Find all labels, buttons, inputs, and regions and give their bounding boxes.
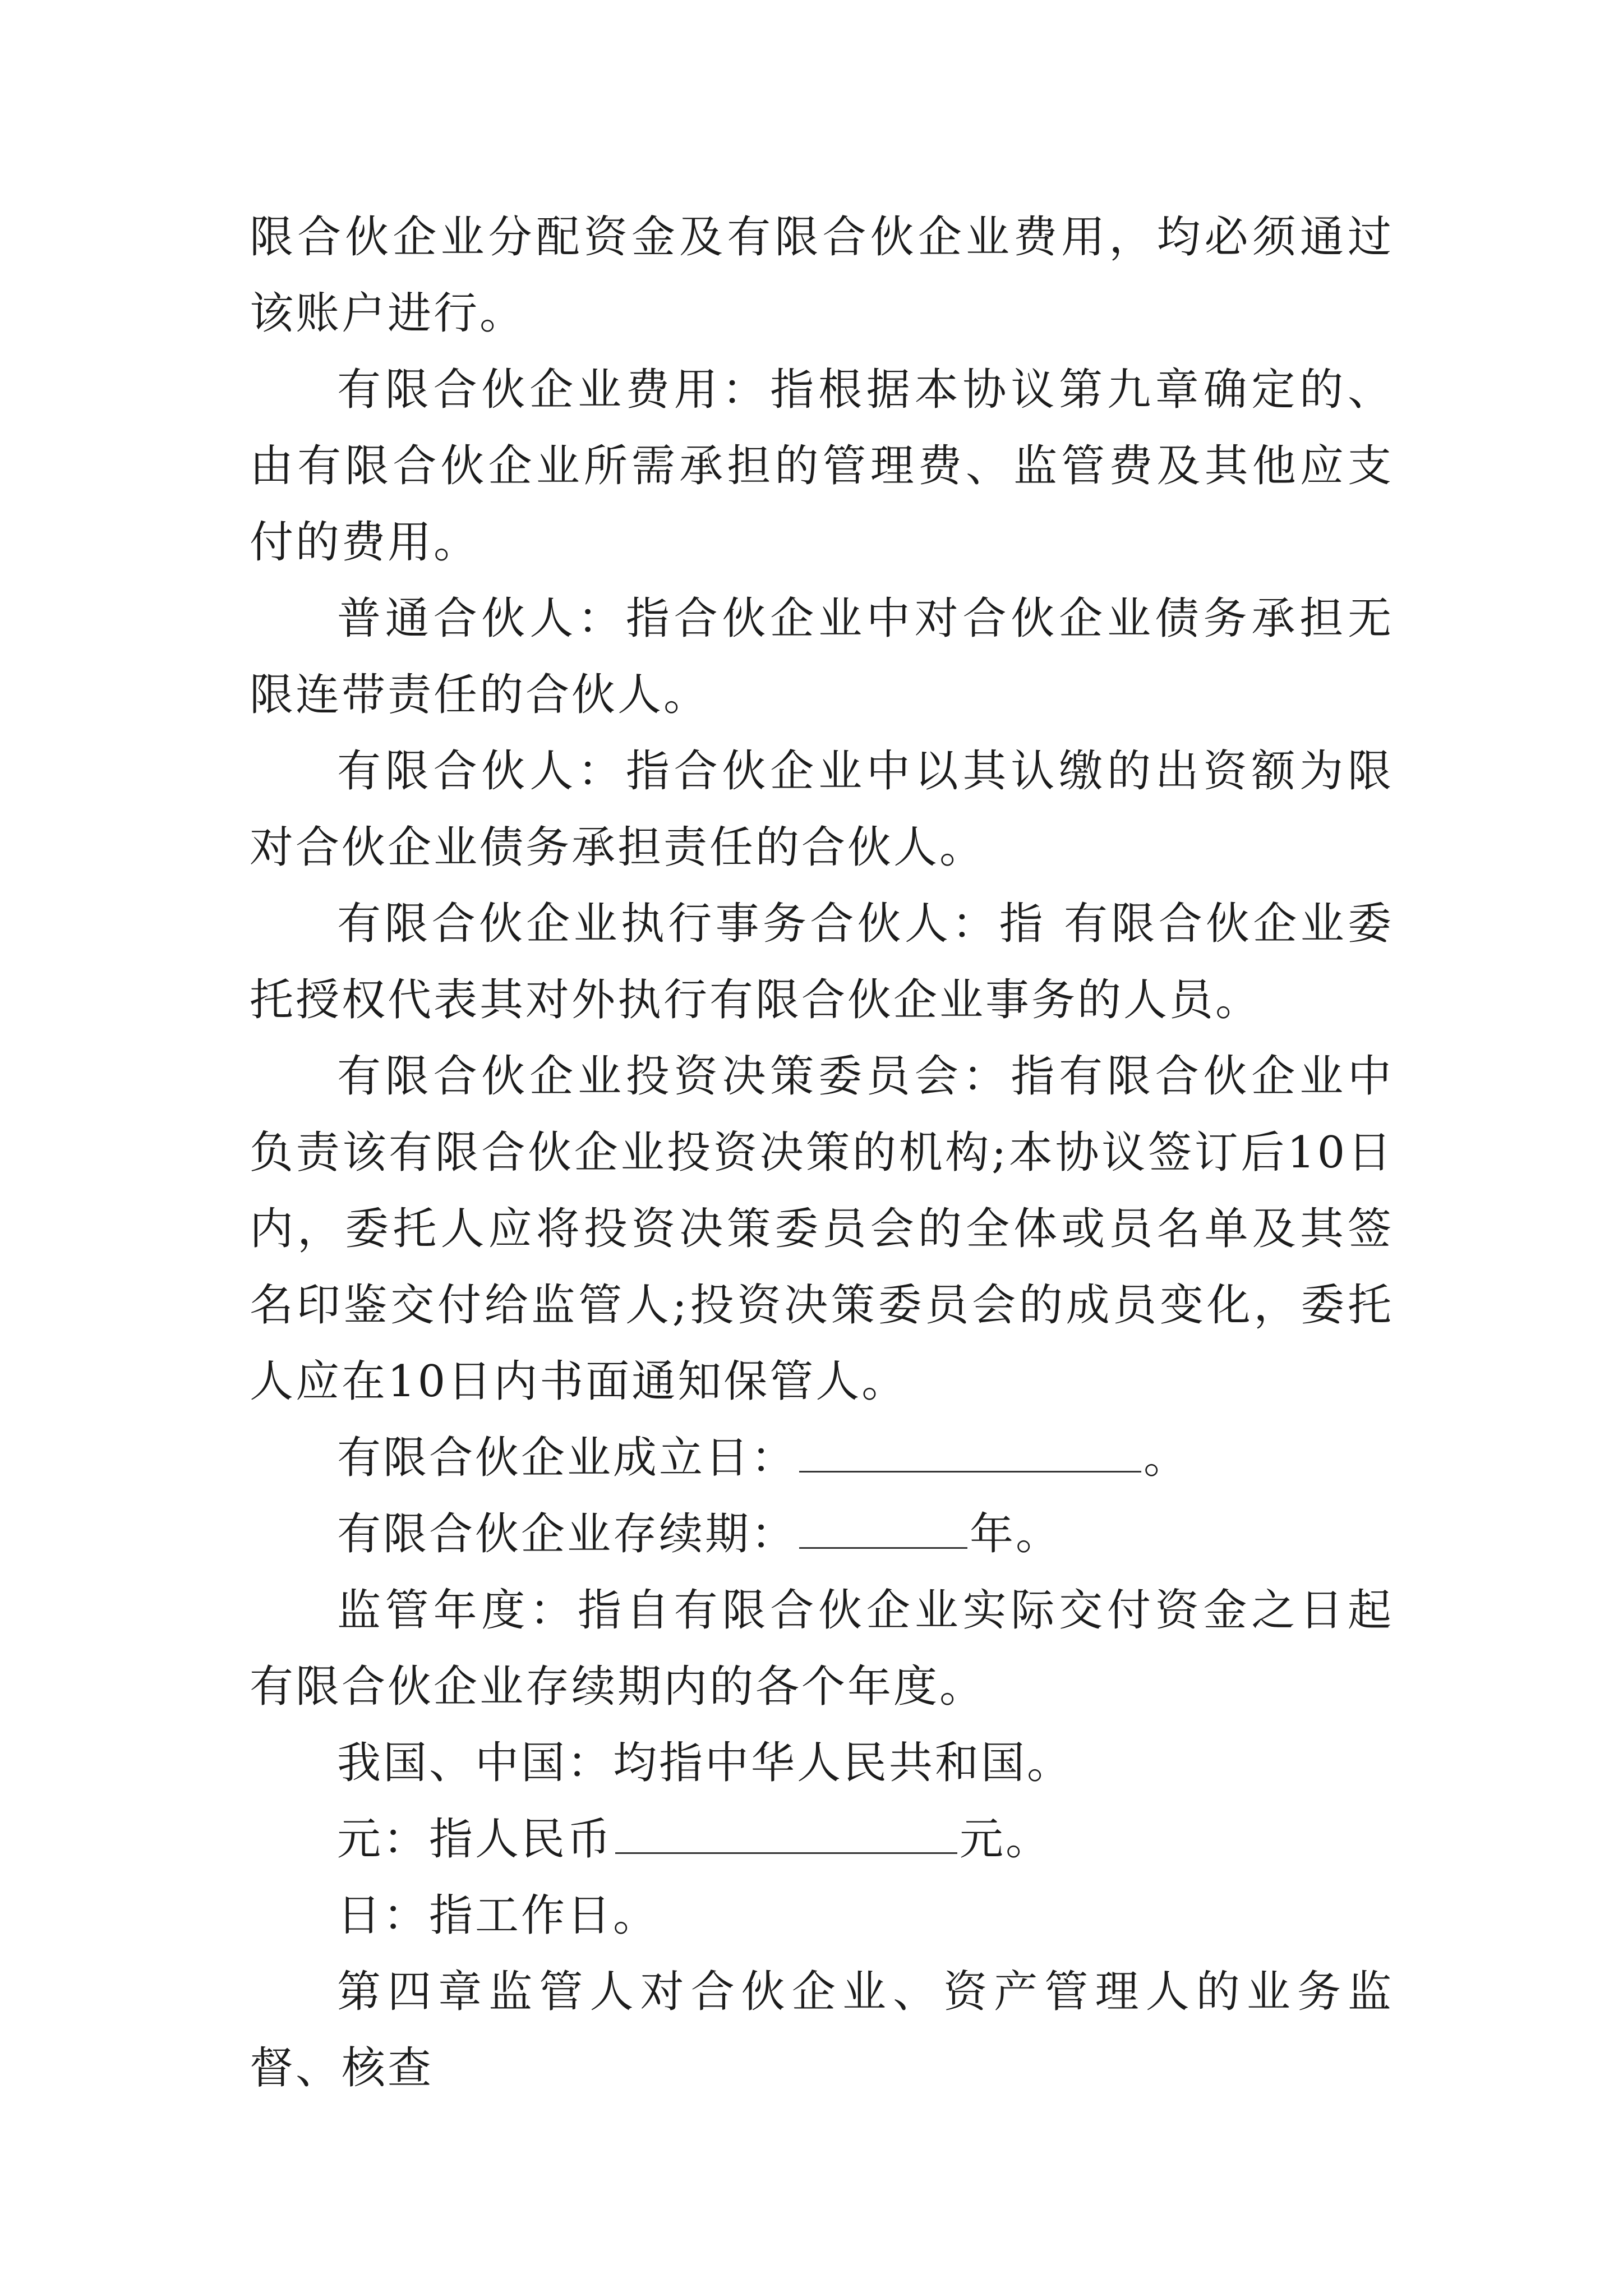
- paragraph-limited-partner: 有限合伙人：指合伙企业中以其认缴的出资额为限对合伙企业债务承担责任的合伙人。: [250, 746, 1394, 873]
- duration-suffix: 年。: [970, 1509, 1062, 1559]
- paragraph-establishment-date: [250, 1420, 1394, 1496]
- currency-suffix: 元。: [960, 1814, 1052, 1865]
- establishment-date-blank: [799, 1432, 1141, 1473]
- document-body: [250, 199, 1394, 2106]
- paragraph-day-definition: 日：指工作日。: [337, 1890, 660, 1941]
- duration-blank: [799, 1508, 967, 1549]
- paragraph-general-partner: 普通合伙人：指合伙企业中对合伙企业债务承担无限连带责任的合伙人。: [250, 593, 1394, 720]
- establishment-date-label: 有限合伙企业成立日：: [337, 1433, 797, 1483]
- paragraph-supervision-year: 监管年度：指自有限合伙企业实际交付资金之日起有限合伙企业存续期内的各个年度。: [250, 1585, 1394, 1712]
- chapter-four-heading: 第四章监管人对合伙企业、资产管理人的业务监督、核查: [250, 1967, 1394, 2093]
- paragraph-executive-partner: 有限合伙企业执行事务合伙人：指 有限合伙企业委托授权代表其对外执行有限合伙企业事务的人员。: [250, 899, 1394, 1025]
- paragraph-account-continuation: 限合伙企业分配资金及有限合伙企业费用，均必须通过该账户进行。: [250, 212, 1394, 339]
- paragraph-china-definition: 我国、中国：均指中华人民共和国。: [337, 1738, 1073, 1788]
- establishment-date-suffix: 。: [1144, 1433, 1190, 1483]
- paragraph-investment-committee: 有限合伙企业投资决策委员会：指有限合伙企业中负责该有限合伙企业投资决策的机构;本协议签订后10日内，委托人应将投资决策委员会的全体或员名单及其签名印鉴交付给监管人;投资决策委员会的成员变化，委托人应在10日内书面通知保管人。: [250, 1051, 1394, 1407]
- currency-label: 元：指人民币: [337, 1814, 614, 1865]
- duration-label: 有限合伙企业存续期：: [337, 1509, 797, 1559]
- paragraph-currency-definition: [250, 1801, 1394, 1878]
- paragraph-duration: [250, 1496, 1394, 1572]
- paragraph-partnership-expenses: 有限合伙企业费用：指根据本协议第九章确定的、由有限合伙企业所需承担的管理费、监管费及其他应支付的费用。: [250, 365, 1394, 568]
- currency-blank: [615, 1813, 957, 1854]
